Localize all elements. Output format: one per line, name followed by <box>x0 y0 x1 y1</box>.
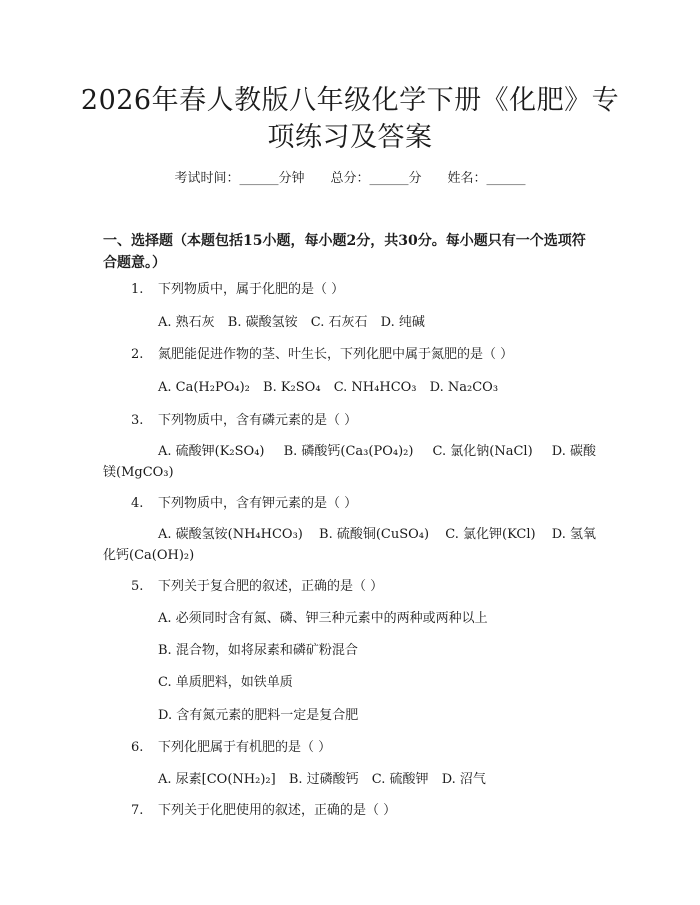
question-number: 7. <box>131 803 144 818</box>
title-line-1: 2026年春人教版八年级化学下册《化肥》专 <box>80 85 620 116</box>
section-heading <box>103 230 603 274</box>
question-3-option-wrap: 镁(MgCO₃) <box>103 465 174 480</box>
option-a: A. 硫酸钾(K₂SO₄) <box>158 444 265 459</box>
option-b: B. 磷酸钙(Ca₃(PO₄)₂) <box>283 444 414 459</box>
question-1 <box>131 280 344 300</box>
question-text: 下列化肥属于有机肥的是（ ） <box>158 740 332 755</box>
option-d: D. 含有氮元素的肥料一定是复合肥 <box>158 708 359 723</box>
option-c: C. 单质肥料，如铁单质 <box>158 675 293 690</box>
question-4-options <box>158 525 596 545</box>
option-b: B. K₂SO₄ <box>263 380 321 395</box>
question-5 <box>131 577 383 597</box>
question-number: 4. <box>131 496 144 511</box>
question-number: 6. <box>131 740 144 755</box>
question-6-options <box>158 770 486 790</box>
option-c: C. 氯化钾(KCl) <box>445 527 536 542</box>
question-number: 2. <box>131 347 144 362</box>
question-7 <box>131 801 396 821</box>
question-6 <box>131 738 331 758</box>
question-3 <box>131 411 357 431</box>
exam-time-label: 考试时间：______分钟 <box>174 171 305 186</box>
total-score-label: 总分：______分 <box>330 171 422 186</box>
question-text: 下列物质中，属于化肥的是（ ） <box>158 282 345 297</box>
document-title <box>80 82 620 156</box>
option-b: B. 碳酸氢铵 <box>227 315 298 330</box>
question-text: 下列物质中，含有钾元素的是（ ） <box>158 496 358 511</box>
question-text: 下列关于化肥使用的叙述，正确的是（ ） <box>158 803 397 818</box>
section-heading-line-1: 一、选择题（本题包括15小题，每小题2分，共30分。每小题只有一个选项符 <box>103 233 586 249</box>
question-4 <box>131 494 357 514</box>
option-d: D. 氢氧 <box>551 527 596 542</box>
question-4-option-wrap: 化钙(Ca(OH)₂) <box>103 548 195 563</box>
question-3-options <box>158 442 596 462</box>
exam-meta <box>0 170 700 188</box>
option-d: D. 纯碱 <box>380 315 425 330</box>
option-d: D. 碳酸 <box>551 444 596 459</box>
option-a: A. Ca(H₂PO₄)₂ <box>158 380 250 395</box>
question-text: 下列关于复合肥的叙述，正确的是（ ） <box>158 579 384 594</box>
section-heading-line-2: 合题意。） <box>103 255 166 271</box>
option-a: A. 熟石灰 <box>158 315 215 330</box>
question-number: 5. <box>131 579 144 594</box>
question-1-options <box>158 313 425 333</box>
option-c: C. NH₄HCO₃ <box>333 380 417 395</box>
question-2-options <box>158 378 498 398</box>
option-d: D. 沼气 <box>441 772 486 787</box>
option-a: A. 必须同时含有氮、磷、钾三种元素中的两种或两种以上 <box>158 611 488 626</box>
option-c: C. 硫酸钾 <box>371 772 429 787</box>
student-name-label: 姓名：______ <box>447 171 526 186</box>
option-a: A. 碳酸氢铵(NH₄HCO₃) <box>158 527 303 542</box>
option-c: C. 石灰石 <box>310 315 368 330</box>
option-a: A. 尿素[CO(NH₂)₂] <box>158 772 276 787</box>
option-d: D. Na₂CO₃ <box>429 380 499 395</box>
option-b: B. 硫酸铜(CuSO₄) <box>319 527 430 542</box>
option-c: C. 氯化钠(NaCl) <box>432 444 533 459</box>
option-b: B. 过磷酸钙 <box>288 772 359 787</box>
title-line-2: 项练习及答案 <box>267 122 433 153</box>
question-text: 氮肥能促进作物的茎、叶生长，下列化肥中属于氮肥的是（ ） <box>158 347 514 362</box>
question-2 <box>131 345 513 365</box>
question-number: 3. <box>131 413 144 428</box>
option-b: B. 混合物，如将尿素和磷矿粉混合 <box>158 643 358 658</box>
question-number: 1. <box>131 282 144 297</box>
question-text: 下列物质中，含有磷元素的是（ ） <box>158 413 358 428</box>
